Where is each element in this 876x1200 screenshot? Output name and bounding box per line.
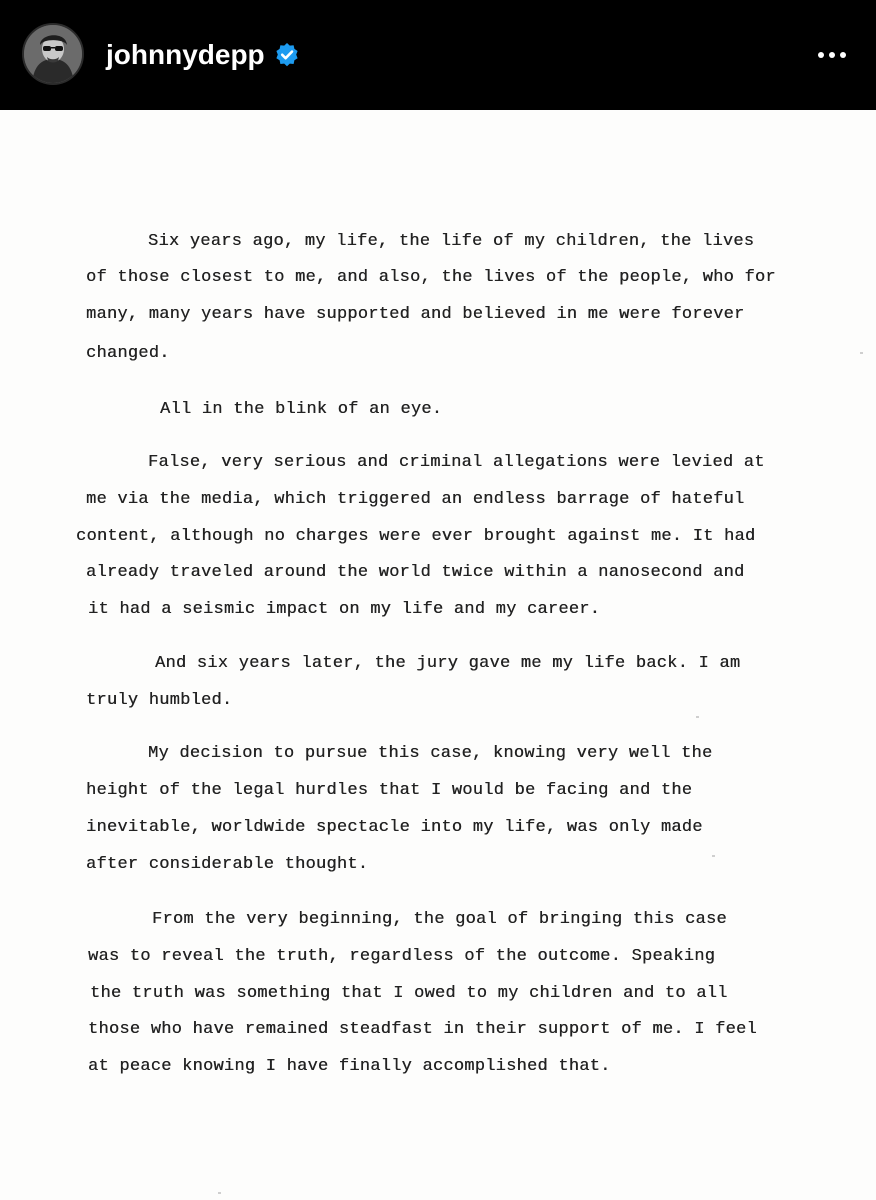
profile-avatar[interactable]: [22, 23, 84, 85]
letter-line: me via the media, which triggered an endless barrage of hateful: [86, 490, 745, 509]
avatar-portrait-icon: [24, 25, 82, 83]
paper-speck: [860, 352, 863, 354]
letter-line: Six years ago, my life, the life of my children, the lives: [148, 232, 755, 251]
paper-speck: [218, 1192, 221, 1194]
letter-line: many, many years have supported and believed in me were forever: [86, 305, 745, 324]
post-header: [0, 0, 876, 110]
letter-line: changed.: [86, 344, 170, 363]
letter-line: already traveled around the world twice within a nanosecond and: [86, 563, 745, 582]
letter-line: From the very beginning, the goal of bringing this case: [152, 910, 727, 929]
paper-speck: [712, 855, 715, 857]
letter-line: the truth was something that I owed to my children and to all: [90, 984, 728, 1003]
letter-line: of those closest to me, and also, the lives of the people, who for: [86, 268, 776, 287]
typed-letter: [0, 110, 876, 1200]
letter-line: after considerable thought.: [86, 855, 369, 874]
letter-line: content, although no charges were ever brought against me. It had: [76, 527, 756, 546]
letter-line: And six years later, the jury gave me my life back. I am: [155, 654, 741, 673]
letter-line: was to reveal the truth, regardless of the outcome. Speaking: [88, 947, 716, 966]
letter-line: at peace knowing I have finally accomplished that.: [88, 1057, 611, 1076]
letter-line: My decision to pursue this case, knowing very well the: [148, 744, 713, 763]
letter-line: height of the legal hurdles that I would be facing and the: [86, 781, 693, 800]
letter-line: truly humbled.: [86, 691, 233, 710]
letter-line: False, very serious and criminal allegations were levied at: [148, 453, 765, 472]
letter-line: All in the blink of an eye.: [160, 400, 443, 419]
paper-speck: [696, 716, 699, 718]
more-options-button[interactable]: [808, 38, 854, 72]
letter-line: inevitable, worldwide spectacle into my life, was only made: [86, 818, 703, 837]
more-options-icon: [818, 52, 824, 58]
username[interactable]: johnnydepp: [106, 39, 265, 70]
letter-line: those who have remained steadfast in their support of me. I feel: [88, 1020, 757, 1039]
letter-line: it had a seismic impact on my life and my career.: [88, 600, 601, 619]
post-image: [0, 110, 876, 1200]
verified-badge-icon: [274, 42, 300, 68]
